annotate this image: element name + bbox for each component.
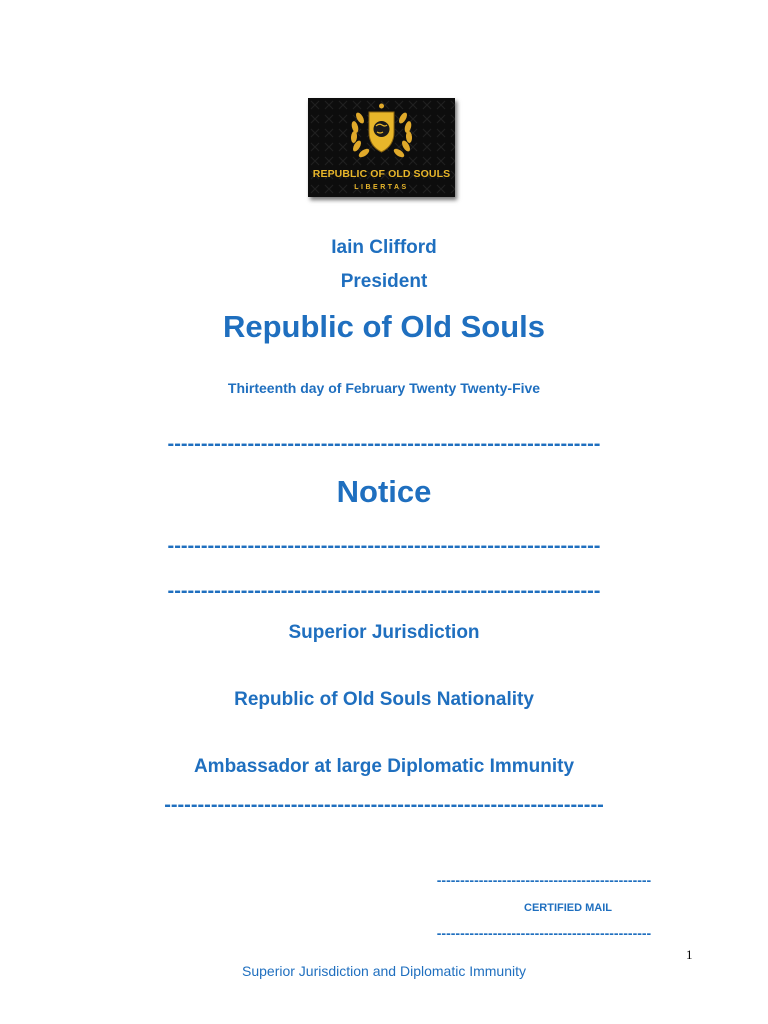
separator-line: -----------------------------------------------------------------: [167, 580, 601, 602]
author-name: Iain Clifford: [331, 237, 437, 258]
subject-line: Ambassador at large Diplomatic Immunity: [193, 756, 575, 777]
subject-line: Superior Jurisdiction: [288, 622, 480, 643]
organization-title: Republic of Old Souls: [222, 309, 546, 344]
laurel-shield-globe-icon: [308, 98, 455, 197]
republic-logo: [308, 98, 455, 197]
page-number: 1: [686, 947, 693, 962]
mail-separator: ----------------------------------------------: [436, 872, 652, 888]
document-date: Thirteenth day of February Twenty Twenty-Five: [227, 380, 541, 396]
certified-mail-label: CERTIFIED MAIL: [524, 902, 612, 914]
logo-motto: LIBERTAS: [354, 184, 409, 191]
subject-line: Republic of Old Souls Nationality: [234, 689, 534, 710]
author-role: President: [340, 271, 428, 292]
logo-title: REPUBLIC OF OLD SOULS: [312, 168, 451, 180]
separator-line: -----------------------------------------------------------------: [167, 535, 601, 557]
separator-line: ------------------------------------------------------------------: [164, 794, 604, 816]
mail-separator: ----------------------------------------------: [436, 925, 652, 941]
separator-line: -----------------------------------------------------------------: [167, 433, 601, 455]
notice-title: Notice: [336, 474, 432, 509]
footer-text: Superior Jurisdiction and Diplomatic Immunity: [242, 963, 526, 979]
